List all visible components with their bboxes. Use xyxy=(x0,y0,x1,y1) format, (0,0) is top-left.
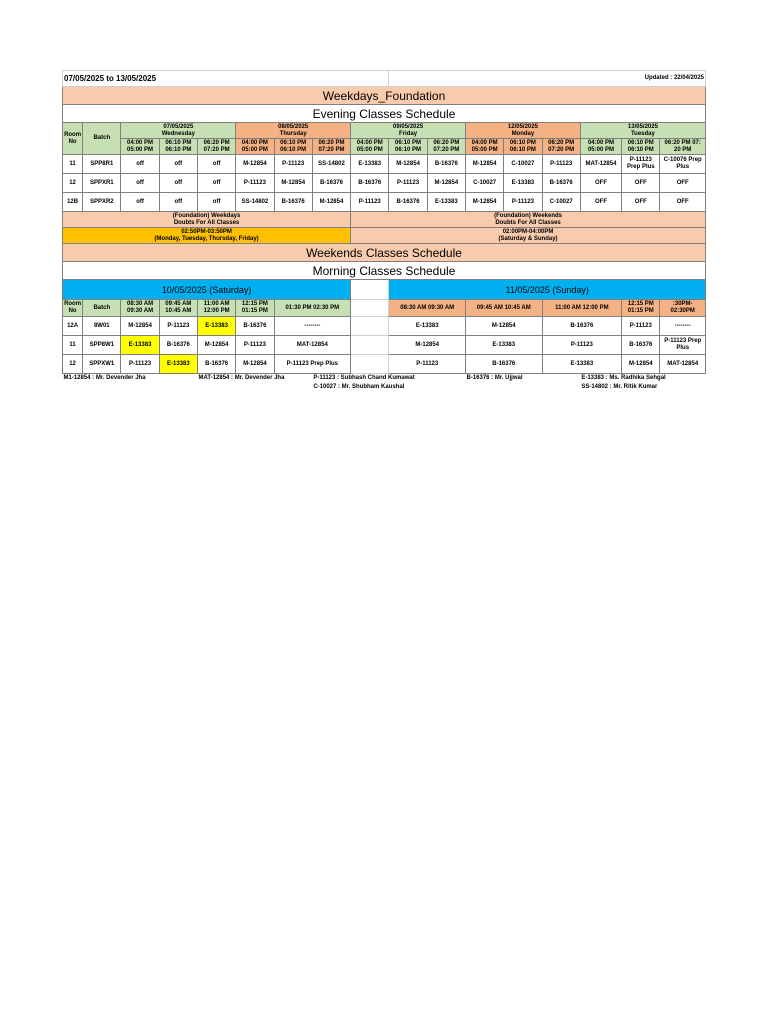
legend-item: MAT-12854 : Mr. Devender Jha xyxy=(198,375,285,381)
class-cell: M-12854 xyxy=(274,174,312,193)
class-cell: B-16376 xyxy=(351,174,389,193)
day-date: 08/05/2025 xyxy=(278,123,309,130)
room-cell: 12 xyxy=(63,174,83,193)
class-cell: P-11123 xyxy=(159,317,197,336)
time-slot: 06:10 PM 06:10 PM xyxy=(274,139,312,155)
spacer-cell xyxy=(351,300,389,317)
spacer-cell xyxy=(351,317,389,336)
class-cell: P-11123 xyxy=(236,336,274,355)
legend-item: P-11123 : Subhash Chand Kumawat xyxy=(313,375,415,381)
legend-item: SS-14802 : Mr. Ritik Kumar xyxy=(581,384,658,390)
class-cell: P-11123 Prep Plus xyxy=(622,155,660,174)
class-cell: M-12854 xyxy=(197,336,235,355)
class-cell: C-10076 Prep Plus xyxy=(660,155,706,174)
class-cell: B-16376 xyxy=(465,355,542,374)
doubts-title: (Foundation) Weekends xyxy=(494,212,562,219)
batch-cell: SPPXW1 xyxy=(83,355,121,374)
class-cell: M-12854 xyxy=(465,155,503,174)
class-cell: P-11123 xyxy=(389,174,427,193)
time-slot: 04:00 PM 05:00 PM xyxy=(236,139,274,155)
time-slot: 06:20 PM 07:20 PM xyxy=(312,139,350,155)
batch-cell: SPPXR1 xyxy=(83,174,121,193)
class-cell: P-11123 xyxy=(622,317,660,336)
class-cell: M-12854 xyxy=(622,355,660,374)
class-cell: E-13383 xyxy=(504,174,542,193)
class-cell: E-13383 xyxy=(197,317,235,336)
class-cell: OFF xyxy=(580,174,621,193)
day-date: 12/05/2025 xyxy=(507,123,538,130)
class-cell: P-11123 xyxy=(274,155,312,174)
class-cell: P-11123 Prep Plus xyxy=(660,336,706,355)
sunday-header: 11/05/2025 (Sunday) xyxy=(389,280,706,300)
class-cell: off xyxy=(159,174,197,193)
doubts-days: (Saturday & Sunday) xyxy=(498,235,558,242)
class-cell: C-10027 xyxy=(504,155,542,174)
class-cell: off xyxy=(159,155,197,174)
class-cell: M-12854 xyxy=(465,317,542,336)
batch-header: Batch xyxy=(83,123,121,155)
time-slot: 04:00 PM 05:00 PM xyxy=(351,139,389,155)
room-no-header: Room No xyxy=(63,123,83,155)
class-cell: OFF xyxy=(660,174,706,193)
class-cell: E-13383 xyxy=(465,336,542,355)
class-cell: C-10027 xyxy=(542,193,580,212)
class-cell: B-16376 xyxy=(197,355,235,374)
class-cell: B-16376 xyxy=(389,193,427,212)
schedule-body xyxy=(63,71,706,393)
time-slot: 06:20 PM 07:20 PM xyxy=(542,139,580,155)
class-cell: -------- xyxy=(274,317,351,336)
batch-cell: SPPXR2 xyxy=(83,193,121,212)
day-date: 13/05/2025 xyxy=(627,123,658,130)
class-cell: B-16376 xyxy=(427,155,465,174)
date-range: 07/05/2025 to 13/05/2025 xyxy=(63,71,389,87)
doubts-title: (Foundation) Weekdays xyxy=(172,212,241,219)
class-cell: M-12854 xyxy=(465,193,503,212)
day-name: Thursday xyxy=(279,130,307,137)
class-cell: P-11123 xyxy=(121,355,159,374)
class-cell: off xyxy=(121,193,159,212)
time-slot: 06:10 PM 06:10 PM xyxy=(389,139,427,155)
doubts-sub: Doubts For All Classes xyxy=(495,219,561,226)
table-row xyxy=(63,174,706,193)
time-slot: 09:45 AM 10:45 AM xyxy=(465,300,542,317)
day-header xyxy=(465,123,580,139)
class-cell: off xyxy=(197,193,235,212)
class-cell: B-16376 xyxy=(274,193,312,212)
doubts-time: 02:00PM-04:00PM xyxy=(502,228,554,235)
spacer-cell xyxy=(351,355,389,374)
schedule-table xyxy=(62,70,706,392)
time-slot: 08:30 AM 09:30 AM xyxy=(121,300,159,317)
legend-item: B-16376 : Mr. Ujjwal xyxy=(466,375,523,381)
time-slot: 12:15 PM 01:15 PM xyxy=(622,300,660,317)
batch-header: Batch xyxy=(83,300,121,317)
class-cell: OFF xyxy=(622,193,660,212)
batch-cell: 8W01 xyxy=(83,317,121,336)
day-date: 09/05/2025 xyxy=(393,123,424,130)
time-slot: 06:20 PM 07:20 PM xyxy=(197,139,235,155)
legend-item: C-10027 : Mr. Shubham Kaushal xyxy=(313,384,405,390)
class-cell: E-13383 xyxy=(542,355,622,374)
class-cell: B-16376 xyxy=(159,336,197,355)
main-title: Weekdays_Foundation xyxy=(63,87,706,105)
day-header xyxy=(580,123,705,139)
time-slot: 04:00 PM 05:00 PM xyxy=(121,139,159,155)
day-header xyxy=(121,123,236,139)
batch-cell: SPP8R1 xyxy=(83,155,121,174)
class-cell: M-12854 xyxy=(236,155,274,174)
class-cell: OFF xyxy=(622,174,660,193)
time-slot: 04:00 PM 05:00 PM xyxy=(465,139,503,155)
batch-cell: SPP8W1 xyxy=(83,336,121,355)
weekend-doubts xyxy=(351,212,706,228)
legend-row xyxy=(63,383,706,392)
room-cell: 12 xyxy=(63,355,83,374)
class-cell: E-13383 xyxy=(351,155,389,174)
time-slot: 11:00 AM 12:00 PM xyxy=(197,300,235,317)
time-slot: 01:30 PM 02:30 PM xyxy=(274,300,351,317)
class-cell: E-13383 xyxy=(159,355,197,374)
class-cell: SS-14802 xyxy=(236,193,274,212)
legend-item: E-13383 : Ms. Radhika Sehgal xyxy=(581,375,666,381)
table-row xyxy=(63,336,706,355)
class-cell: OFF xyxy=(660,193,706,212)
day-header xyxy=(351,123,466,139)
day-name: Wednesday xyxy=(161,130,195,137)
table-row xyxy=(63,193,706,212)
morning-title: Morning Classes Schedule xyxy=(63,262,706,280)
weekday-doubts xyxy=(63,212,351,228)
class-cell: SS-14802 xyxy=(312,155,350,174)
class-cell: B-16376 xyxy=(312,174,350,193)
class-cell: off xyxy=(121,174,159,193)
class-cell: P-11123 xyxy=(504,193,542,212)
class-cell: B-16376 xyxy=(542,174,580,193)
day-header xyxy=(236,123,351,139)
class-cell: B-16376 xyxy=(236,317,274,336)
class-cell: E-13383 xyxy=(121,336,159,355)
time-slot: 08:30 AM 09:30 AM xyxy=(389,300,466,317)
table-row xyxy=(63,155,706,174)
spacer-cell xyxy=(351,280,389,300)
day-date: 07/05/2025 xyxy=(163,123,194,130)
updated-date: Updated : 22/04/2025 xyxy=(389,71,706,87)
class-cell: P-11123 xyxy=(542,336,622,355)
class-cell: M-12854 xyxy=(389,155,427,174)
class-cell: P-11123 xyxy=(389,355,466,374)
class-cell: MAT-12854 xyxy=(274,336,351,355)
class-cell: off xyxy=(197,174,235,193)
table-row xyxy=(63,355,706,374)
doubts-sub: Doubts For All Classes xyxy=(173,219,240,226)
time-slot: 12:15 PM 01:15 PM xyxy=(236,300,274,317)
schedule-sheet xyxy=(62,70,706,392)
class-cell: OFF xyxy=(580,193,621,212)
room-cell: 12A xyxy=(63,317,83,336)
class-cell: MAT-12854 xyxy=(580,155,621,174)
time-slot: 06:20 PM 07: 20 PM xyxy=(660,139,706,155)
class-cell: P-11123 Prep Plus xyxy=(274,355,351,374)
weekday-doubts-time xyxy=(63,228,351,244)
class-cell: P-11123 xyxy=(236,174,274,193)
class-cell: M-12854 xyxy=(389,336,466,355)
doubts-time: 02:50PM-03:50PM xyxy=(181,228,232,235)
doubts-days: (Monday, Tuesday, Thursday, Friday) xyxy=(154,235,259,242)
time-slot: :30PM- 02:30PM xyxy=(660,300,706,317)
time-slot: 11:00 AM 12:00 PM xyxy=(542,300,622,317)
class-cell: off xyxy=(159,193,197,212)
room-cell: 11 xyxy=(63,336,83,355)
time-slot: 06:10 PM 06:10 PM xyxy=(504,139,542,155)
class-cell: E-13383 xyxy=(389,317,466,336)
saturday-header: 10/05/2025 (Saturday) xyxy=(63,280,351,300)
class-cell: M-12854 xyxy=(236,355,274,374)
time-slot: 06:20 PM 07:20 PM xyxy=(427,139,465,155)
class-cell: -------- xyxy=(660,317,706,336)
spacer-cell xyxy=(351,336,389,355)
time-slot: 06:10 PM 06:10 PM xyxy=(622,139,660,155)
room-cell: 12B xyxy=(63,193,83,212)
class-cell: P-11123 xyxy=(542,155,580,174)
class-cell: MAT-12854 xyxy=(660,355,706,374)
class-cell: B-16376 xyxy=(542,317,622,336)
class-cell: off xyxy=(121,155,159,174)
class-cell: M-12854 xyxy=(427,174,465,193)
weekend-doubts-time xyxy=(351,228,706,244)
class-cell: C-10027 xyxy=(465,174,503,193)
weekends-title: Weekends Classes Schedule xyxy=(63,244,706,262)
day-name: Tuesday xyxy=(630,130,655,137)
time-slot: 06:10 PM 06:10 PM xyxy=(159,139,197,155)
class-cell: off xyxy=(197,155,235,174)
class-cell: M-12854 xyxy=(121,317,159,336)
room-cell: 11 xyxy=(63,155,83,174)
day-name: Monday xyxy=(511,130,535,137)
room-no-header: Room No xyxy=(63,300,83,317)
time-slot: 04:00 PM 05:00 PM xyxy=(580,139,621,155)
day-name: Friday xyxy=(399,130,418,137)
legend-spacer xyxy=(63,383,313,392)
class-cell: B-16376 xyxy=(622,336,660,355)
time-slot: 09:45 AM 10:45 AM xyxy=(159,300,197,317)
table-row xyxy=(63,317,706,336)
class-cell: P-11123 xyxy=(351,193,389,212)
legend-item: M1-12854 : Mr. Devender Jha xyxy=(63,375,146,381)
legend-row xyxy=(63,374,706,384)
evening-title: Evening Classes Schedule xyxy=(63,105,706,123)
class-cell: M-12854 xyxy=(312,193,350,212)
class-cell: E-13383 xyxy=(427,193,465,212)
